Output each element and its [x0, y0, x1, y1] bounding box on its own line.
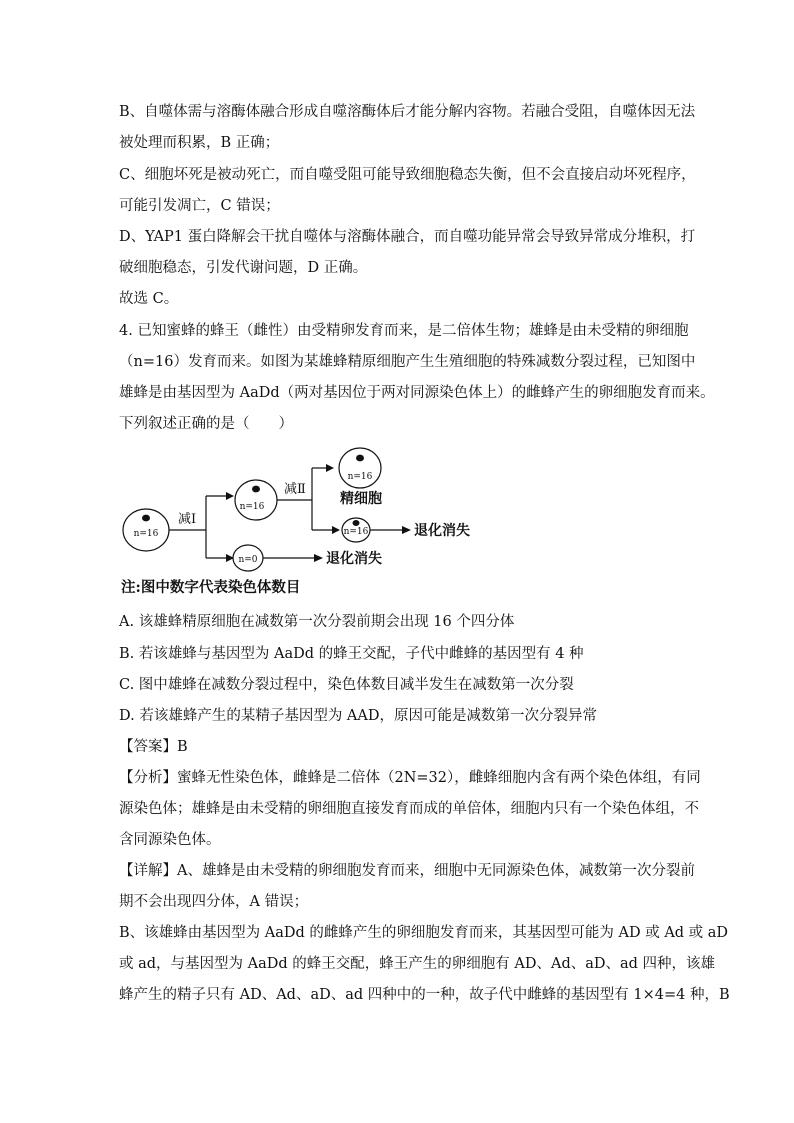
cell-sperm [339, 448, 381, 488]
text-line: 被处理而积累，B 正确； [119, 135, 280, 151]
option-a: A. 该雄蜂精原细胞在减数第一次分裂前期会出现 16 个四分体 [119, 614, 515, 630]
answer: 【答案】B [119, 739, 188, 755]
text-line: D、YAP1 蛋白降解会干扰自噬体与溶酶体融合，而自噬功能异常会导致异常成分堆积，打 [119, 229, 696, 245]
label-degenerate-2: 退化消失 [326, 551, 382, 567]
text-line: B、自噬体需与溶酶体融合形成自噬溶酶体后才能分解内容物。若融合受阻，自噬体因无法 [119, 104, 696, 120]
nucleus [142, 515, 150, 522]
text-line: 下列叙述正确的是（ ） [119, 416, 293, 432]
label-sperm: 精细胞 [340, 491, 382, 507]
nucleus [356, 455, 364, 462]
cell-label: n=16 [239, 502, 265, 512]
explanation: 【详解】A、雄蜂是由未受精的卵细胞发育而来，细胞中无同源染色体，减数第一次分裂前 [119, 863, 695, 879]
diagram-note: 注:图中数字代表染色体数目 [121, 579, 301, 596]
text-line: C、细胞坏死是被动死亡，而自噬受阻可能导致细胞稳态失衡，但不会直接启动坏死程序， [119, 167, 696, 183]
option-c: C. 图中雄蜂在减数分裂过程中，染色体数目减半发生在减数第一次分裂 [119, 677, 574, 693]
text-line: 或 ad，与基因型为 AaDd 的蜂王交配，蜂王产生的卵细胞有 AD、Ad、aD、ad 四种，该雄 [119, 956, 716, 972]
text-line: （n=16）发育而来。如图为某雄蜂精原细胞产生生殖细胞的特殊减数分裂过程，已知图中 [119, 354, 696, 370]
question-4-stem: 4. 已知蜜蜂的蜂王（雌性）由受精卵发育而来，是二倍体生物；雄蜂是由未受精的卵细胞 [119, 323, 689, 339]
text-line: 破细胞稳态，引发代谢问题，D 正确。 [119, 260, 368, 276]
text-line: 雄蜂是由基因型为 AaDd（两对基因位于两对同源染色体上）的雌蜂产生的卵细胞发育而来。 [119, 385, 715, 401]
nucleus [252, 486, 260, 493]
text-line: 源染色体；雄蜂是由未受精的卵细胞直接发育而成的单倍体，细胞内只有一个染色体组，不 [119, 801, 699, 817]
text-line: 蜂产生的精子只有 AD、Ad、aD、ad 四种中的一种，故子代中雌蜂的基因型有 1×4=4 种，B [119, 987, 730, 1003]
text-line: 故选 C。 [119, 291, 179, 307]
label-meiosis-2: 减Ⅱ [284, 482, 306, 497]
analysis: 【分析】蜜蜂无性染色体，雌蜂是二倍体（2N=32），雌蜂细胞内含有两个染色体组，有同 [119, 770, 701, 786]
text-line: B、该雄蜂由基因型为 AaDd 的雌蜂产生的卵细胞发育而来，其基因型可能为 AD 或 Ad 或 aD [119, 925, 729, 941]
cell-label: n=16 [347, 472, 373, 482]
label-degenerate-1: 退化消失 [414, 523, 470, 539]
cell-label: n=16 [133, 529, 159, 539]
text-line: 可能引发凋亡，C 错误； [119, 198, 280, 214]
label-meiosis-1: 减Ⅰ [178, 512, 197, 527]
meiosis-diagram [116, 446, 496, 596]
nucleus [353, 520, 360, 526]
option-d: D. 若该雄蜂产生的某精子基因型为 AAD，原因可能是减数第一次分裂异常 [119, 708, 598, 724]
option-b: B. 若该雄蜂与基因型为 AaDd 的蜂王交配，子代中雌蜂的基因型有 4 种 [119, 646, 584, 662]
text-line: 期不会出现四分体，A 错误； [119, 894, 309, 910]
text-line: 含同源染色体。 [119, 832, 221, 848]
cell-label: n=0 [238, 555, 258, 565]
cell-label: n=16 [343, 527, 369, 537]
